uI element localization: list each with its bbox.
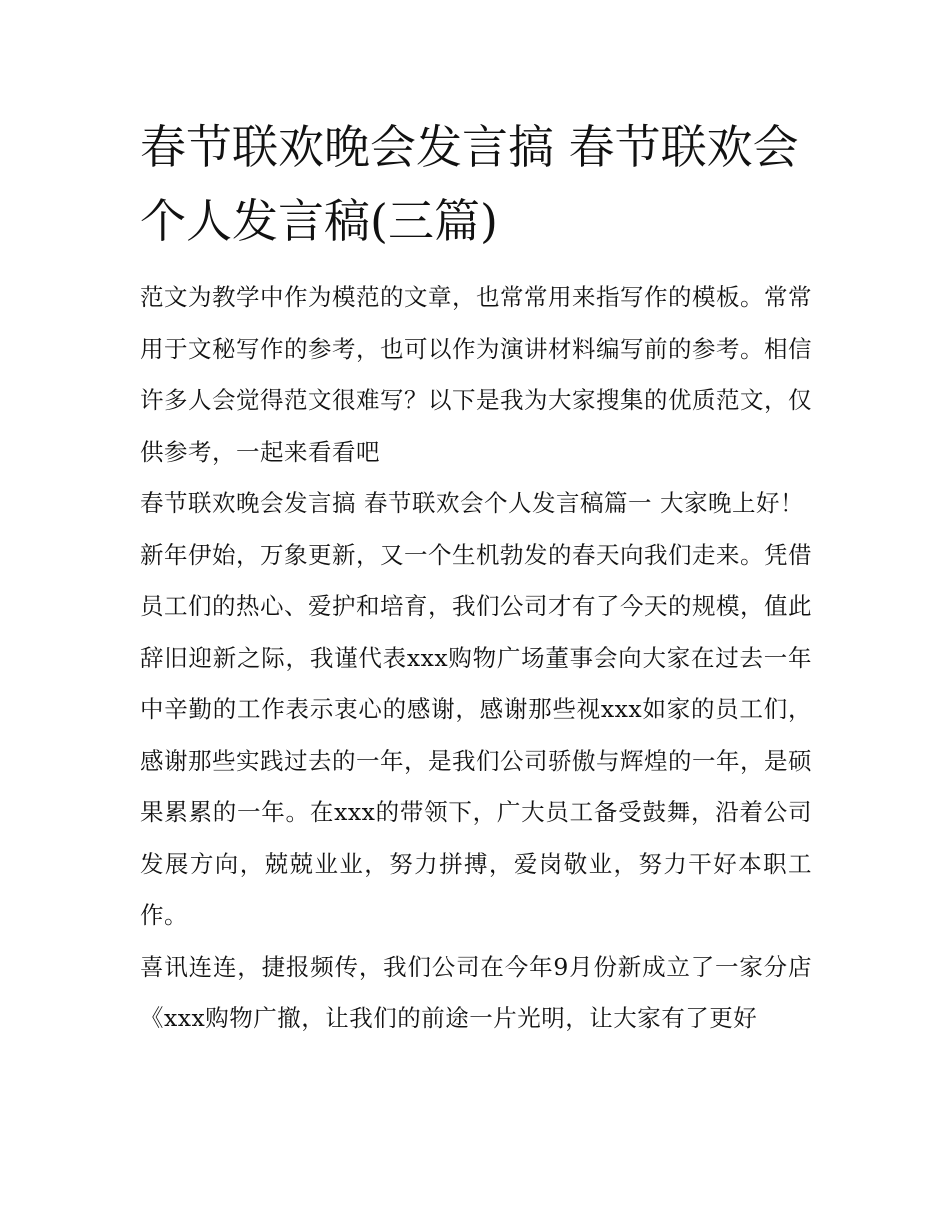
document-title: 春节联欢晚会发言搞 春节联欢会个人发言稿(三篇): [140, 120, 799, 248]
intro-paragraph: 范文为教学中作为模范的文章，也常常用来指写作的模板。常常用于文秘写作的参考，也可以作为演讲材料编写前的参考。相信许多人会觉得范文很难写？以下是我为大家搜集的优质范文，仅供参考，一起来看看吧: [140, 283, 812, 466]
document-body: [140, 110, 812, 1045]
greeting-paragraph: 春节联欢晚会发言搞 春节联欢会个人发言稿篇一 大家晚上好！: [140, 489, 804, 517]
news-paragraph: 喜讯连连，捷报频传，我们公司在今年9月份新成立了一家分店《xxx购物广撤，让我们的前途一片光明，让大家有了更好: [140, 952, 812, 1032]
body-paragraph: 新年伊始，万象更新，又一个生机勃发的春天向我们走来。凭借员工们的热心、爱护和培育，我们公司才有了今天的规模，值此辞旧迎新之际，我谨代表xxx购物广场董事会向大家在过去一年中辛勤的工作表示衷心的感谢，感谢那些视xxx如家的员工们，感谢那些实践过去的一年，是我们公司骄傲与辉煌的一年，是硕果累累的一年。在xxx的带领下，广大员工备受鼓舞，沿着公司发展方向，兢兢业业，努力拼搏，爱岗敬业，努力干好本职工作。: [140, 540, 812, 929]
